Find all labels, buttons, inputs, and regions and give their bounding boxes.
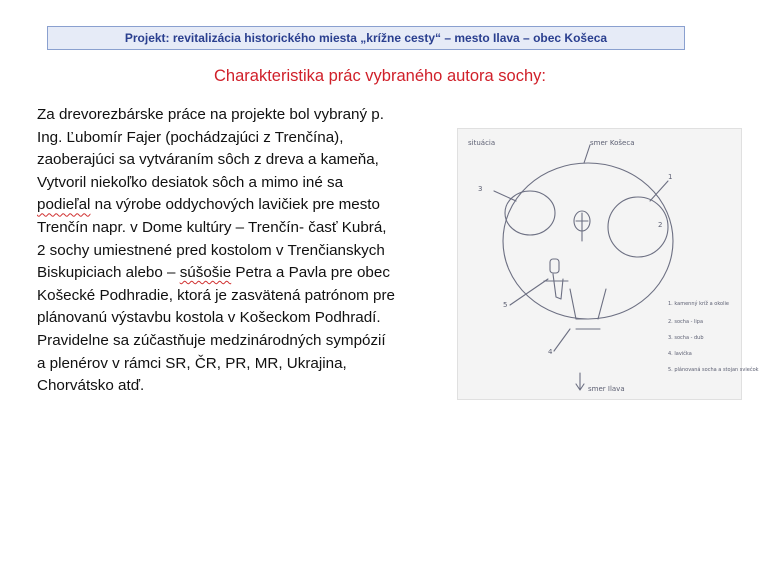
bench-mark xyxy=(550,259,559,273)
text-line: Pravidelne sa zúčastňuje medzinárodných sympózií xyxy=(37,331,386,349)
text-line: Vytvoril niekoľko desiatok sôch a mimo iné sa xyxy=(37,173,344,191)
outer-circle xyxy=(503,163,673,319)
text-line: Chorvátsko atď. xyxy=(37,377,145,395)
sketch-legend-item: 3. socha - dub xyxy=(668,335,704,341)
text-line: 2 sochy umiestnené pred kostolom v Trenčianskych xyxy=(37,241,385,259)
text-line: Biskupiciach alebo – súšošie Petra a Pavla pre obec xyxy=(37,264,390,282)
sketch-number: 1 xyxy=(668,173,673,181)
text-line: Za drevorezbárske práce na projekte bol vybraný p. xyxy=(37,106,384,123)
sketch-legend-item: 2. socha - lipa xyxy=(668,319,704,325)
path-line xyxy=(598,289,606,319)
bench-path xyxy=(553,274,563,299)
text-line: Trenčín napr. v Dome kultúry – Trenčín- časť Kubrá, xyxy=(37,218,387,236)
text-line: podieľal na výrobe oddychových lavičiek pre mesto xyxy=(37,196,380,214)
text-line: Ing. Ľubomír Fajer (pochádzajúci z Trenčína), xyxy=(37,128,344,146)
sketch-legend-item: 1. kamenný kríž a okolie xyxy=(668,301,729,307)
site-sketch-drawing xyxy=(458,129,759,399)
sketch-label: smer Košeca xyxy=(590,139,635,147)
sketch-number: 5 xyxy=(503,301,508,309)
spellcheck-word: podieľal xyxy=(37,196,91,214)
path-line xyxy=(570,289,588,319)
sketch-label: smer Ilava xyxy=(588,385,625,393)
sketch-number: 2 xyxy=(658,221,663,229)
project-title: Projekt: revitalizácia historického miesta „krížne cesty“ – mesto Ilava – obec Košeca xyxy=(124,31,608,45)
inner-circle xyxy=(505,191,555,235)
sketch-number: 3 xyxy=(478,185,483,193)
project-header xyxy=(47,26,685,50)
text-line: zaoberajúci sa vytváraním sôch z dreva a kameňa, xyxy=(37,151,379,169)
text-line: Košecké Podhradie, ktorá je zasvätená patrónom pre xyxy=(37,286,395,304)
text-line: a plenérov v rámci SR, ČR, PR, MR, Ukrajina, xyxy=(37,354,347,372)
pointer-line xyxy=(554,329,570,351)
pointer-line xyxy=(584,145,590,163)
spellcheck-word: súšošie xyxy=(179,264,232,282)
sketch-number: 4 xyxy=(548,348,553,356)
text-line: plánovanú výstavbu kostola v Košeckom Podhradí. xyxy=(37,309,381,327)
body-paragraph xyxy=(37,104,457,398)
site-sketch xyxy=(457,128,759,400)
pointer-line xyxy=(494,191,516,201)
sketch-legend-item: 5. plánovaná socha a stojan sviečok xyxy=(668,367,759,373)
sketch-label: situácia xyxy=(468,139,496,147)
sketch-legend-item: 4. lavička xyxy=(668,351,692,357)
section-subtitle: Charakteristika prác vybraného autora sochy: xyxy=(214,67,546,85)
